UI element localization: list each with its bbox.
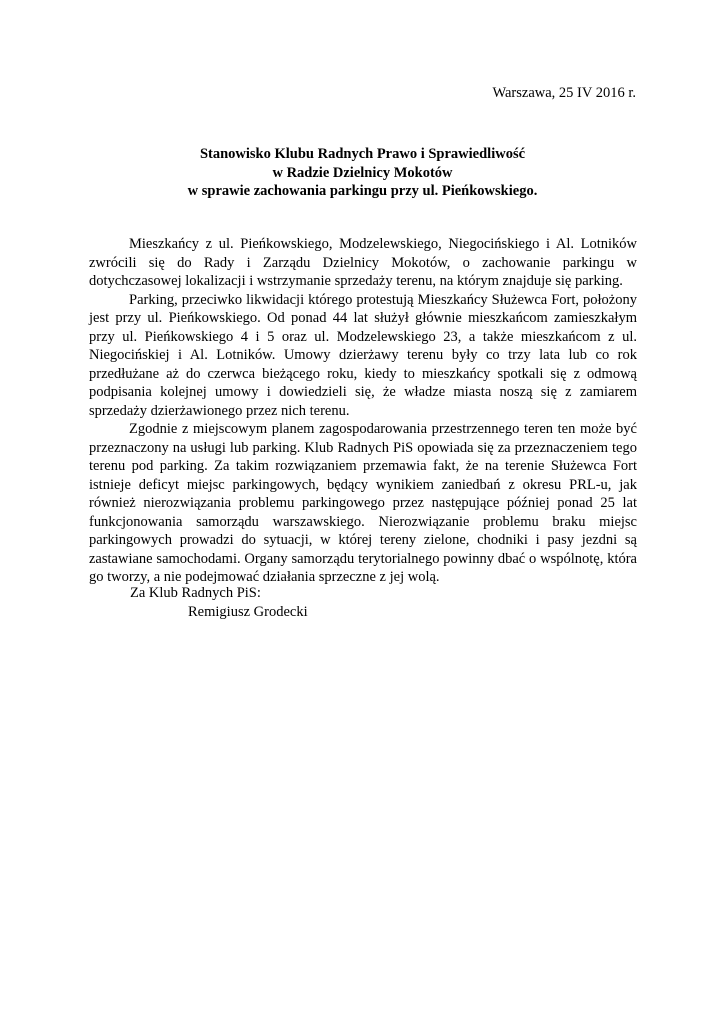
paragraph-1: Mieszkańcy z ul. Pieńkowskiego, Modzelewskiego, Niegocińskiego i Al. Lotników zwrócili się do Rady i Zarządu Dzielnicy Mokotów, o zachowanie parkingu w dotychczasowej lokalizacji i wstrzymanie sprzedaży terenu, na którym znajduje się parking. [89,236,637,289]
title-line-1: Stanowisko Klubu Radnych Prawo i Sprawiedliwość [199,146,526,162]
document-title [0,145,725,201]
title-line-3: w sprawie zachowania parkingu przy ul. Pieńkowskiego. [187,183,538,199]
signature-club-line: Za Klub Radnych PiS: [130,585,261,601]
signature-name: Remigiusz Grodecki [188,604,308,620]
date-line: Warszawa, 25 IV 2016 r. [492,85,636,101]
title-line-2: w Radzie Dzielnicy Mokotów [272,164,453,181]
signature-block [130,584,308,622]
document-body [89,235,637,587]
paragraph-3: Zgodnie z miejscowym planem zagospodarowania przestrzennego teren ten może być przeznaczony na usługi lub parking. Klub Radnych PiS opowiada się za przeznaczeniem tego terenu pod parking. Za takim rozwiązaniem przemawia fakt, że na terenie Służewca Fort istnieje deficyt miejsc parkingowych, będący wynikiem zaniedbań z okresu PRL-u, jak również nierozwiązania problemu parkingowego przez następujące później ponad 25 lat funkcjonowania samorządu warszawskiego. Nierozwiązanie problemu braku miejsc parkingowych prowadzi do sytuacji, w której tereny zielone, chodniki i pasy jezdni są zastawiane samochodami. Organy samorządu terytorialnego powinny dbać o wspólnotę, która go tworzy, a nie podejmować działania sprzeczne z jej wolą. [89,421,637,585]
paragraph-2: Parking, przeciwko likwidacji którego protestują Mieszkańcy Służewca Fort, położony jest przy ul. Pieńkowskiego. Od ponad 44 lat służył głównie mieszkańcom zamieszkałym przy ul. Pieńkowskiego 4 i 5 oraz ul. Modzelewskiego 23, a także mieszkańcom z ul. Niegocińskiej i Al. Lotników. Umowy dzierżawy terenu były co trzy lata lub co rok przedłużane aż do czerwca bieżącego roku, kiedy to mieszkańcy spotkali się z odmową podpisania kolejnej umowy i dowiedzieli się, że władze miasta noszą się z zamiarem sprzedaży dzierżawionego przez nich terenu. [89,291,637,419]
